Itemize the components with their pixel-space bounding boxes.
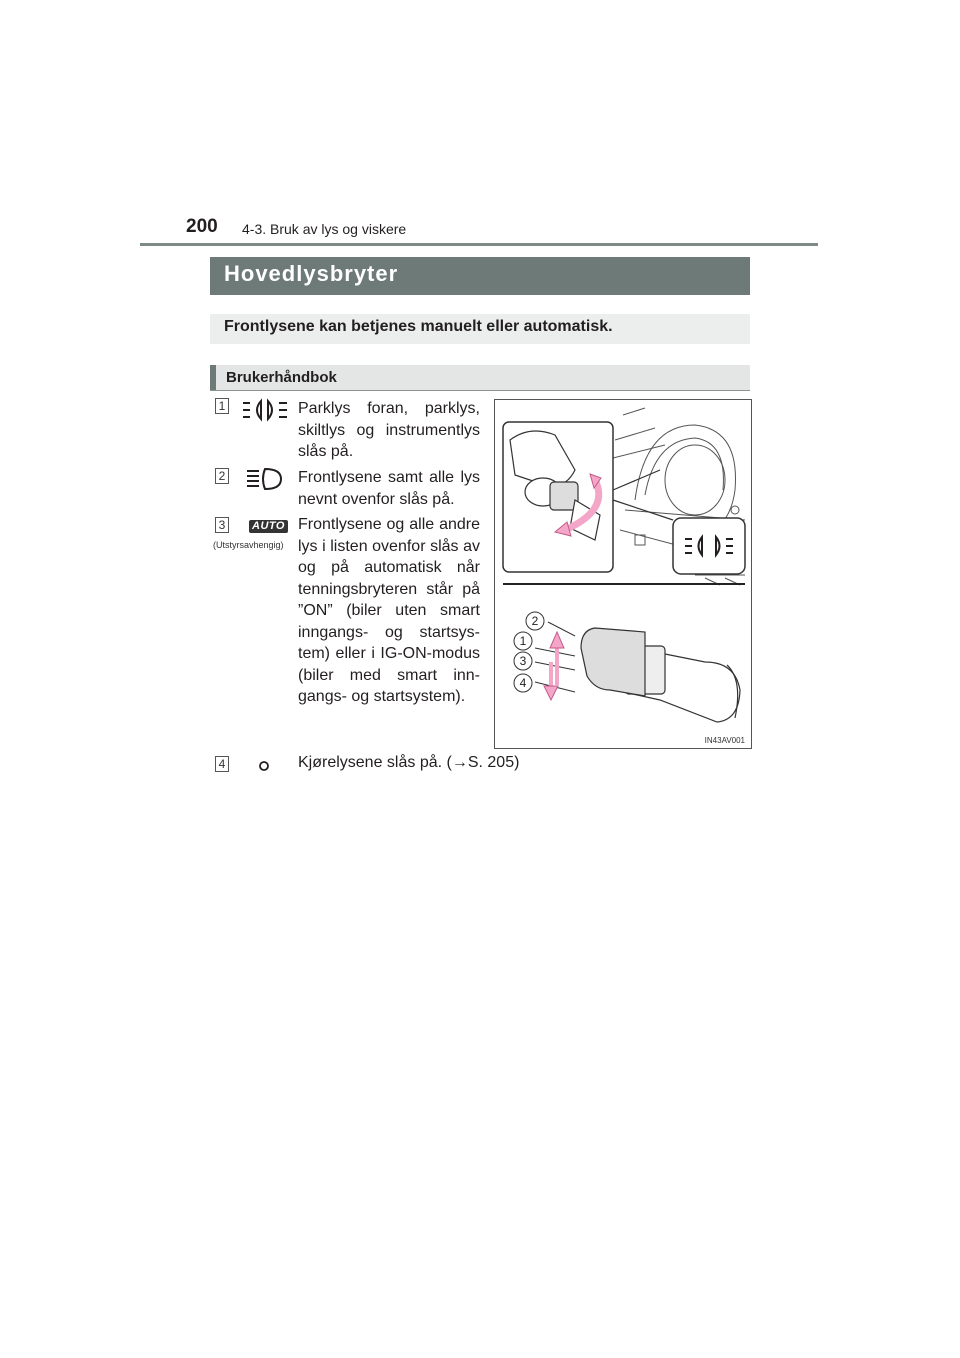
parking-lights-icon bbox=[242, 398, 288, 422]
item-number-4: 4 bbox=[215, 756, 229, 772]
subheading-accent bbox=[210, 365, 216, 390]
page-number: 200 bbox=[186, 216, 218, 237]
figure-code: IN43AV001 bbox=[704, 736, 745, 745]
headlight-icon bbox=[245, 467, 285, 491]
off-circle-icon bbox=[258, 760, 270, 772]
header-rule bbox=[140, 243, 818, 246]
headlight-switch-illustration bbox=[495, 400, 751, 748]
callout-4: 4 bbox=[519, 676, 527, 690]
callout-2: 2 bbox=[531, 614, 539, 628]
intro-text: Frontlysene kan betjenes manuelt eller automatisk. bbox=[224, 318, 613, 335]
section-path: 4-3. Bruk av lys og viskere bbox=[242, 221, 407, 237]
headlight-switch-figure bbox=[494, 399, 752, 749]
subheading-text: Brukerhåndbok bbox=[226, 369, 337, 386]
item-3-text: Frontlysene og alle andre lys i listen ovenfor slås av og på automatisk når tenningsbryteren står på ”ON” (biler uten smart inngangs- og startsys- tem) eller i IG-ON-modus (biler med smart inn- gangs- og startsystem). bbox=[298, 516, 480, 705]
item-4-text: Kjørelysene slås på. (→S. 205) bbox=[298, 754, 520, 771]
page-title: Hovedlysbryter bbox=[224, 261, 399, 286]
callout-3: 3 bbox=[519, 654, 527, 668]
item-number-1: 1 bbox=[215, 398, 229, 414]
item-number-3: 3 bbox=[215, 517, 229, 533]
callout-1: 1 bbox=[519, 634, 527, 648]
auto-badge: AUTO bbox=[249, 520, 288, 533]
title-bar bbox=[210, 257, 750, 295]
equipment-note: (Utstyrsavhengig) bbox=[213, 540, 284, 550]
intro-box bbox=[210, 314, 750, 344]
item-2-text: Frontlysene samt alle lys nevnt ovenfor slås på. bbox=[298, 469, 480, 508]
item-1-text: Parklys foran, parklys, skiltlys og instrumentlys slås på. bbox=[298, 400, 480, 460]
subheading-bar bbox=[210, 365, 750, 391]
item-number-2: 2 bbox=[215, 468, 229, 484]
